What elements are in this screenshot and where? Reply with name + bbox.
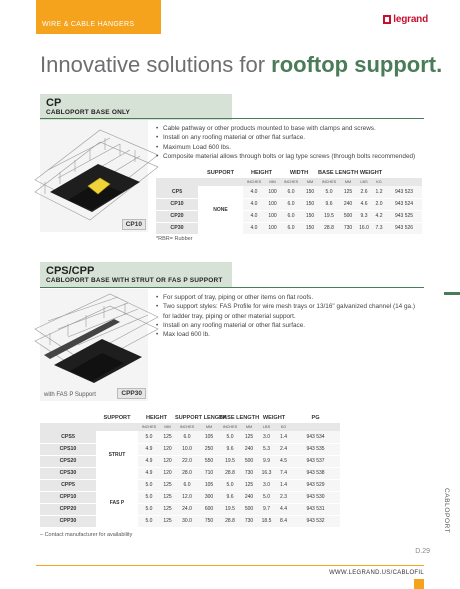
table-row: CPP5 FAS P 5.0 125 6.0 105 5.0 125 3.0 1.4 943 529 — [40, 479, 340, 491]
cpp-feature-item: • Max load 600 lb. — [156, 330, 424, 339]
page-title — [40, 52, 442, 78]
cpp-part-number: 943 529 — [291, 479, 340, 491]
cp-unit: MM — [265, 178, 280, 186]
legrand-logo — [383, 14, 428, 25]
cp-part-number: 943 523 — [386, 186, 422, 198]
cp-col-part-number — [386, 168, 422, 178]
cpp-part-number: 943 534 — [291, 431, 340, 443]
cp-part-number: 943 526 — [386, 222, 422, 234]
cpp-unit: LBS — [257, 423, 276, 431]
cpp-row-model: CPP20 — [40, 503, 96, 515]
cpp-feature-item: • Install on any roofing material or other flat surface. — [156, 321, 424, 330]
cp-col-width: WIDTH — [289, 170, 309, 176]
cpp-image-caption: with FAS P Support — [44, 392, 96, 398]
category-tab — [36, 0, 161, 34]
cp-part-number: 943 525 — [386, 210, 422, 222]
cpp-col-weight: WEIGHT — [262, 415, 286, 421]
cp-col-support: SUPPORT — [206, 170, 235, 176]
cpp-row-model: CPS5 — [40, 431, 96, 443]
cpp-unit: INCHES — [219, 423, 241, 431]
cp-cable-tray-graphic — [40, 120, 148, 232]
cp-feature-item: • Install on any roofing material or other flat surface. — [156, 133, 426, 142]
cpp-col-support: SUPPORT — [103, 415, 131, 421]
cpp-col-pg: PG — [311, 415, 320, 421]
cpp-feature-item: • For support of tray, piping or other items on flat roofs. — [156, 293, 424, 302]
cpp-row-model: CPS20 — [40, 455, 96, 467]
cpp-row-model: CPP30 — [40, 515, 96, 527]
page-title-emphasis: rooftop support. — [271, 52, 443, 77]
footer-rule — [36, 565, 424, 566]
cp-section-subtitle: CABLOPORT BASE ONLY — [46, 109, 131, 116]
cpp-cable-tray-graphic — [40, 289, 148, 401]
side-tab-marker — [444, 292, 460, 295]
cpp-feature-item: • Two support styles: FAS Profile for wire mesh trays or 13/16" galvanized channel (14 ga.) for ladder tray, piping or other material support. — [156, 302, 424, 321]
cp-feature-item: • Maximum Load 600 lbs. — [156, 143, 426, 152]
cpp-part-number: 943 538 — [291, 467, 340, 479]
table-row: CP30 4.0 100 6.0 150 28.8 730 16.0 7.3 943 526 — [156, 222, 422, 234]
cpp-row-model: CPS30 — [40, 467, 96, 479]
table-row: CP10 4.0 100 6.0 150 9.6 240 4.6 2.0 943 524 — [156, 198, 422, 210]
cp-feature-item: • Cable pathway or other products mounted to base with clamps and screws. — [156, 124, 426, 133]
cp-unit: LBS — [356, 178, 372, 186]
cp-rubber-note: *RBR= Rubber — [156, 236, 193, 242]
cp-col-base-length: BASE LENGTH — [318, 170, 359, 176]
cpp-spec-table — [40, 413, 340, 528]
table-row: CP20 4.0 100 6.0 150 19.5 500 9.3 4.2 943 525 — [156, 210, 422, 222]
cp-row-model: CP5 — [156, 186, 198, 198]
cpp-row-model: CPP5 — [40, 479, 96, 491]
cp-unit: MM — [340, 178, 356, 186]
cp-col-weight: WEIGHT — [359, 170, 383, 176]
cpp-part-number: 943 535 — [291, 443, 340, 455]
cpp-row-model: CPP10 — [40, 491, 96, 503]
cp-feature-item: • Composite material allows through bolts or lag type screws (through bolts recommended) — [156, 152, 426, 161]
cp10-image-label: CP10 — [122, 219, 146, 230]
cp-section-rule — [40, 118, 424, 119]
cp-unit: KG — [372, 178, 386, 186]
cpp30-product-image — [40, 289, 148, 401]
cp-row-model: CP30 — [156, 222, 198, 234]
cpp-section-header — [40, 262, 232, 288]
cp-section-header — [40, 94, 232, 120]
cp-unit: INCHES — [318, 178, 340, 186]
cpp-unit: INCHES — [175, 423, 199, 431]
table-row: CPP20 5.0 125 24.0 600 19.5 500 9.7 4.4 943 531 — [40, 503, 340, 515]
cp-spec-table — [156, 168, 422, 235]
cp-feature-list — [156, 124, 426, 161]
cpp-support-fas-p: FAS P — [96, 479, 138, 527]
table-row: CPS10 4.9 120 10.0 250 9.6 240 5.3 2.4 943 535 — [40, 443, 340, 455]
cpp-unit: KG — [276, 423, 291, 431]
cp-unit: INCHES — [280, 178, 302, 186]
cp-col-height: HEIGHT — [250, 170, 273, 176]
cpp-unit: INCHES — [138, 423, 160, 431]
cpp-unit: MM — [199, 423, 219, 431]
cpp-support-strut: STRUT — [96, 431, 138, 479]
cpp-part-number: 943 532 — [291, 515, 340, 527]
cpp-col-height: HEIGHT — [145, 415, 168, 421]
cp-table-blank-header — [156, 168, 198, 178]
table-row: CPP10 5.0 125 12.0 300 9.6 240 5.0 2.3 943 530 — [40, 491, 340, 503]
legrand-logo-text: legrand — [393, 14, 428, 25]
cp-row-model: CP20 — [156, 210, 198, 222]
cp-unit: MM — [302, 178, 318, 186]
cpp-col-support-length: SUPPORT LENGTH — [175, 415, 227, 421]
cpp-row-model: CPS10 — [40, 443, 96, 455]
cpp-unit: MM — [241, 423, 257, 431]
side-tab-label: CABLOPORT — [443, 488, 450, 534]
legrand-logo-icon — [383, 15, 391, 24]
cpp30-image-label: CPP30 — [117, 388, 146, 399]
cpp-col-base-length: BASE LENGTH — [219, 415, 260, 421]
cpp-part-number: 943 537 — [291, 455, 340, 467]
cpp-feature-list — [156, 293, 424, 339]
table-row: CPP30 5.0 125 30.0 750 28.8 730 18.5 8.4 943 532 — [40, 515, 340, 527]
footer-accent-tab — [414, 579, 424, 589]
cpp-unit: MM — [160, 423, 175, 431]
cpp-section-code: CPS/CPP — [46, 265, 95, 277]
page-title-lead: Innovative solutions for — [40, 52, 272, 77]
cpp-part-number: 943 531 — [291, 503, 340, 515]
availability-note: – Contact manufacturer for availability — [40, 532, 133, 538]
cp-part-number: 943 524 — [386, 198, 422, 210]
category-tab-label: WIRE & CABLE HANGERS — [42, 21, 135, 28]
table-row: CPS20 4.9 120 22.0 550 19.5 500 9.9 4.5 943 537 — [40, 455, 340, 467]
cp-support-value: NONE — [198, 186, 243, 234]
table-row: CPS30 4.9 120 28.0 710 28.8 730 16.3 7.4 943 538 — [40, 467, 340, 479]
footer-url[interactable]: WWW.LEGRAND.US/CABLOFIL — [329, 570, 424, 576]
cpp-part-number: 943 530 — [291, 491, 340, 503]
cp-row-model: CP10 — [156, 198, 198, 210]
table-row: CPS5 STRUT 5.0 125 6.0 105 5.0 125 3.0 1.4 943 534 — [40, 431, 340, 443]
table-row: CP5 NONE 4.0 100 6.0 150 5.0 125 2.6 1.2 943 523 — [156, 186, 422, 198]
cp-section-code: CP — [46, 97, 62, 109]
page-number: D.29 — [415, 548, 430, 555]
cpp-section-rule — [40, 287, 424, 288]
cpp-section-subtitle: CABLOPORT BASE WITH STRUT OR FAS P SUPPORT — [46, 277, 223, 284]
cp10-product-image — [40, 120, 148, 232]
cp-unit: INCHES — [243, 178, 265, 186]
